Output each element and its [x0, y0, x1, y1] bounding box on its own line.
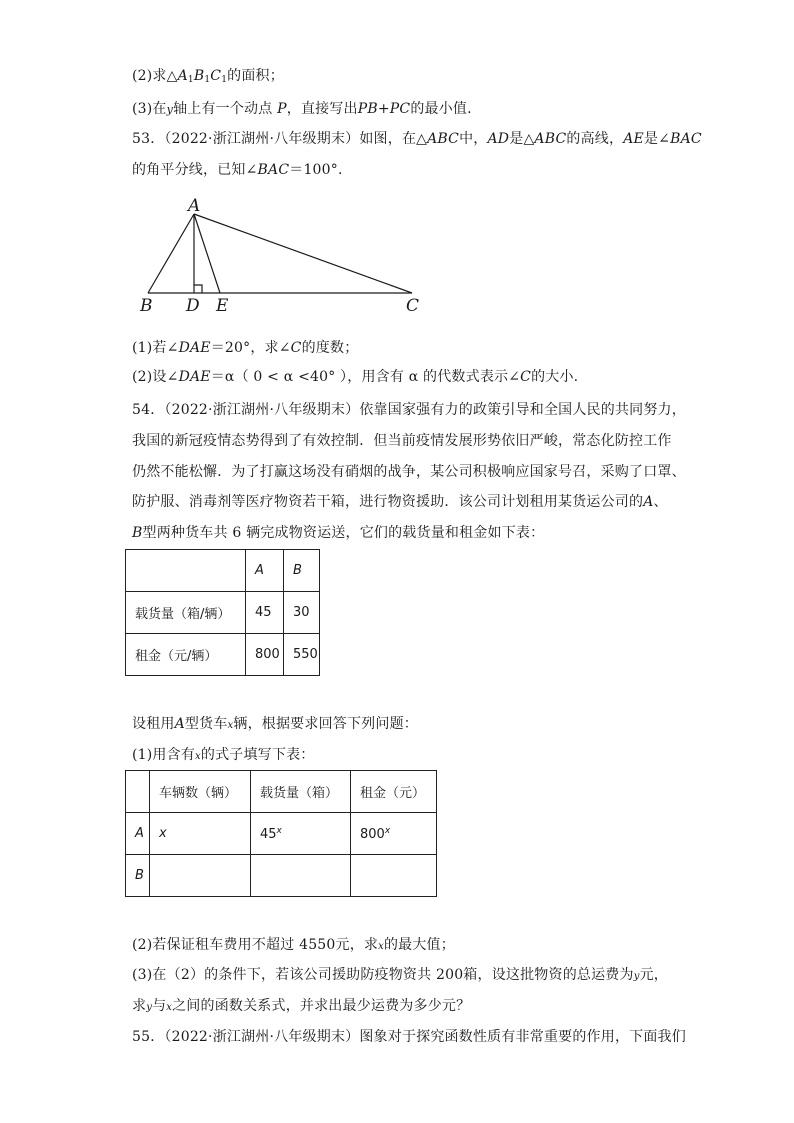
- table2-header-capacity: 载货量（箱）: [251, 771, 351, 813]
- table1-header-B: B: [284, 550, 320, 592]
- side-AB: [148, 214, 194, 293]
- q54-stem-line2: 我国的新冠疫情态势得到了有效控制．但当前疫情发展形势依旧严峻，常态化防控工作: [132, 433, 672, 449]
- q53-part2: (2)设∠DAE＝α（ 0 < α <40° ），用含有 α 的代数式表示∠C的大小.: [132, 369, 579, 385]
- q54-part2: (2)若保证租车费用不超过 4550元，求x的最大值；: [132, 937, 455, 953]
- q53-part1: (1)若∠DAE＝20°，求∠C的度数；: [132, 340, 359, 356]
- table1-cell-B: 30: [284, 592, 320, 634]
- q54-part1: (1)用含有x的式子填写下表：: [132, 747, 315, 763]
- table1-row-capacity: [126, 592, 320, 634]
- table2-row-A: [126, 813, 437, 855]
- table2-cell-count: [150, 855, 251, 897]
- cargo-rent-table: [125, 549, 320, 676]
- table1-cell-B: 550: [284, 634, 320, 676]
- table2-cell-rent: [351, 855, 437, 897]
- q54-stem-line4: 防护服、消毒剂等医疗物资若干箱，进行物资援助．该公司计划租用某货运公司的A、: [132, 494, 668, 510]
- triangle-figure: [132, 194, 432, 318]
- q54-part3-line2: 求y与x之间的函数关系式，并求出最少运费为多少元？: [132, 998, 471, 1014]
- table2-row-label: B: [126, 855, 150, 897]
- label-B: B: [140, 296, 153, 316]
- q52-part2: (2)求$\triangle A_1B_1C_1$的面积；: [132, 68, 284, 85]
- table2-corner-cell: [126, 771, 150, 813]
- q54-stem-line1: 54．（2022·浙江湖州·八年级期末）依靠国家强有力的政策引导和全国人民的共同努力，: [132, 402, 686, 418]
- table2-row-label: A: [126, 813, 150, 855]
- q53-stem-line2: 的角平分线，已知∠BAC＝100°.: [132, 162, 343, 178]
- table1-row-label: 租金（元/辆）: [126, 634, 246, 676]
- table2-header-row: [126, 771, 437, 813]
- table2-row-B: [126, 855, 437, 897]
- label-E: E: [216, 296, 229, 316]
- table2-cell-rent: 800$^x$: [351, 813, 437, 855]
- table1-row-rent: [126, 634, 320, 676]
- q55-stem-line1: 55．（2022·浙江湖州·八年级期末）图象对于探究函数性质有非常重要的作用，下面我们: [132, 1029, 686, 1045]
- label-C: C: [406, 296, 420, 316]
- right-angle-mark: [194, 285, 202, 293]
- table1-corner-cell: [126, 550, 246, 592]
- table1-header-row: [126, 550, 320, 592]
- q52-part3: (3)在y轴上有一个动点 P，直接写出PB+PC的最小值.: [132, 101, 472, 117]
- bisector-AE: [194, 214, 220, 293]
- table2-cell-count: x: [150, 813, 251, 855]
- table1-cell-A: 800: [246, 634, 284, 676]
- table2-header-count: 车辆数（辆）: [150, 771, 251, 813]
- side-AC: [194, 214, 412, 293]
- q53-stem-line1: 53．（2022·浙江湖州·八年级期末）如图，在△ABC中，AD是△ABC的高线，AE是∠BAC: [132, 131, 702, 147]
- label-D: D: [186, 296, 200, 316]
- label-A: A: [188, 196, 201, 216]
- table1-header-A: A: [246, 550, 284, 592]
- q54-stem-line5: B型两种货车共 6 辆完成物资运送，它们的载货量和租金如下表：: [132, 525, 545, 541]
- table2-cell-capacity: 45$^x$: [251, 813, 351, 855]
- table1-cell-A: 45: [246, 592, 284, 634]
- fill-in-table: [125, 770, 437, 897]
- q54-stem-line3: 仍然不能松懈．为了打赢这场没有硝烟的战争，某公司积极响应国家号召，采购了口罩、: [132, 464, 686, 480]
- q54-setup: 设租用A型货车x辆，根据要求回答下列问题：: [132, 716, 418, 732]
- table2-cell-capacity: [251, 855, 351, 897]
- q54-part3-line1: (3)在（2）的条件下，若该公司援助防疫物资共 200箱，设这批物资的总运费为y元，: [132, 967, 668, 983]
- table2-header-rent: 租金（元）: [351, 771, 437, 813]
- table1-row-label: 载货量（箱/辆）: [126, 592, 246, 634]
